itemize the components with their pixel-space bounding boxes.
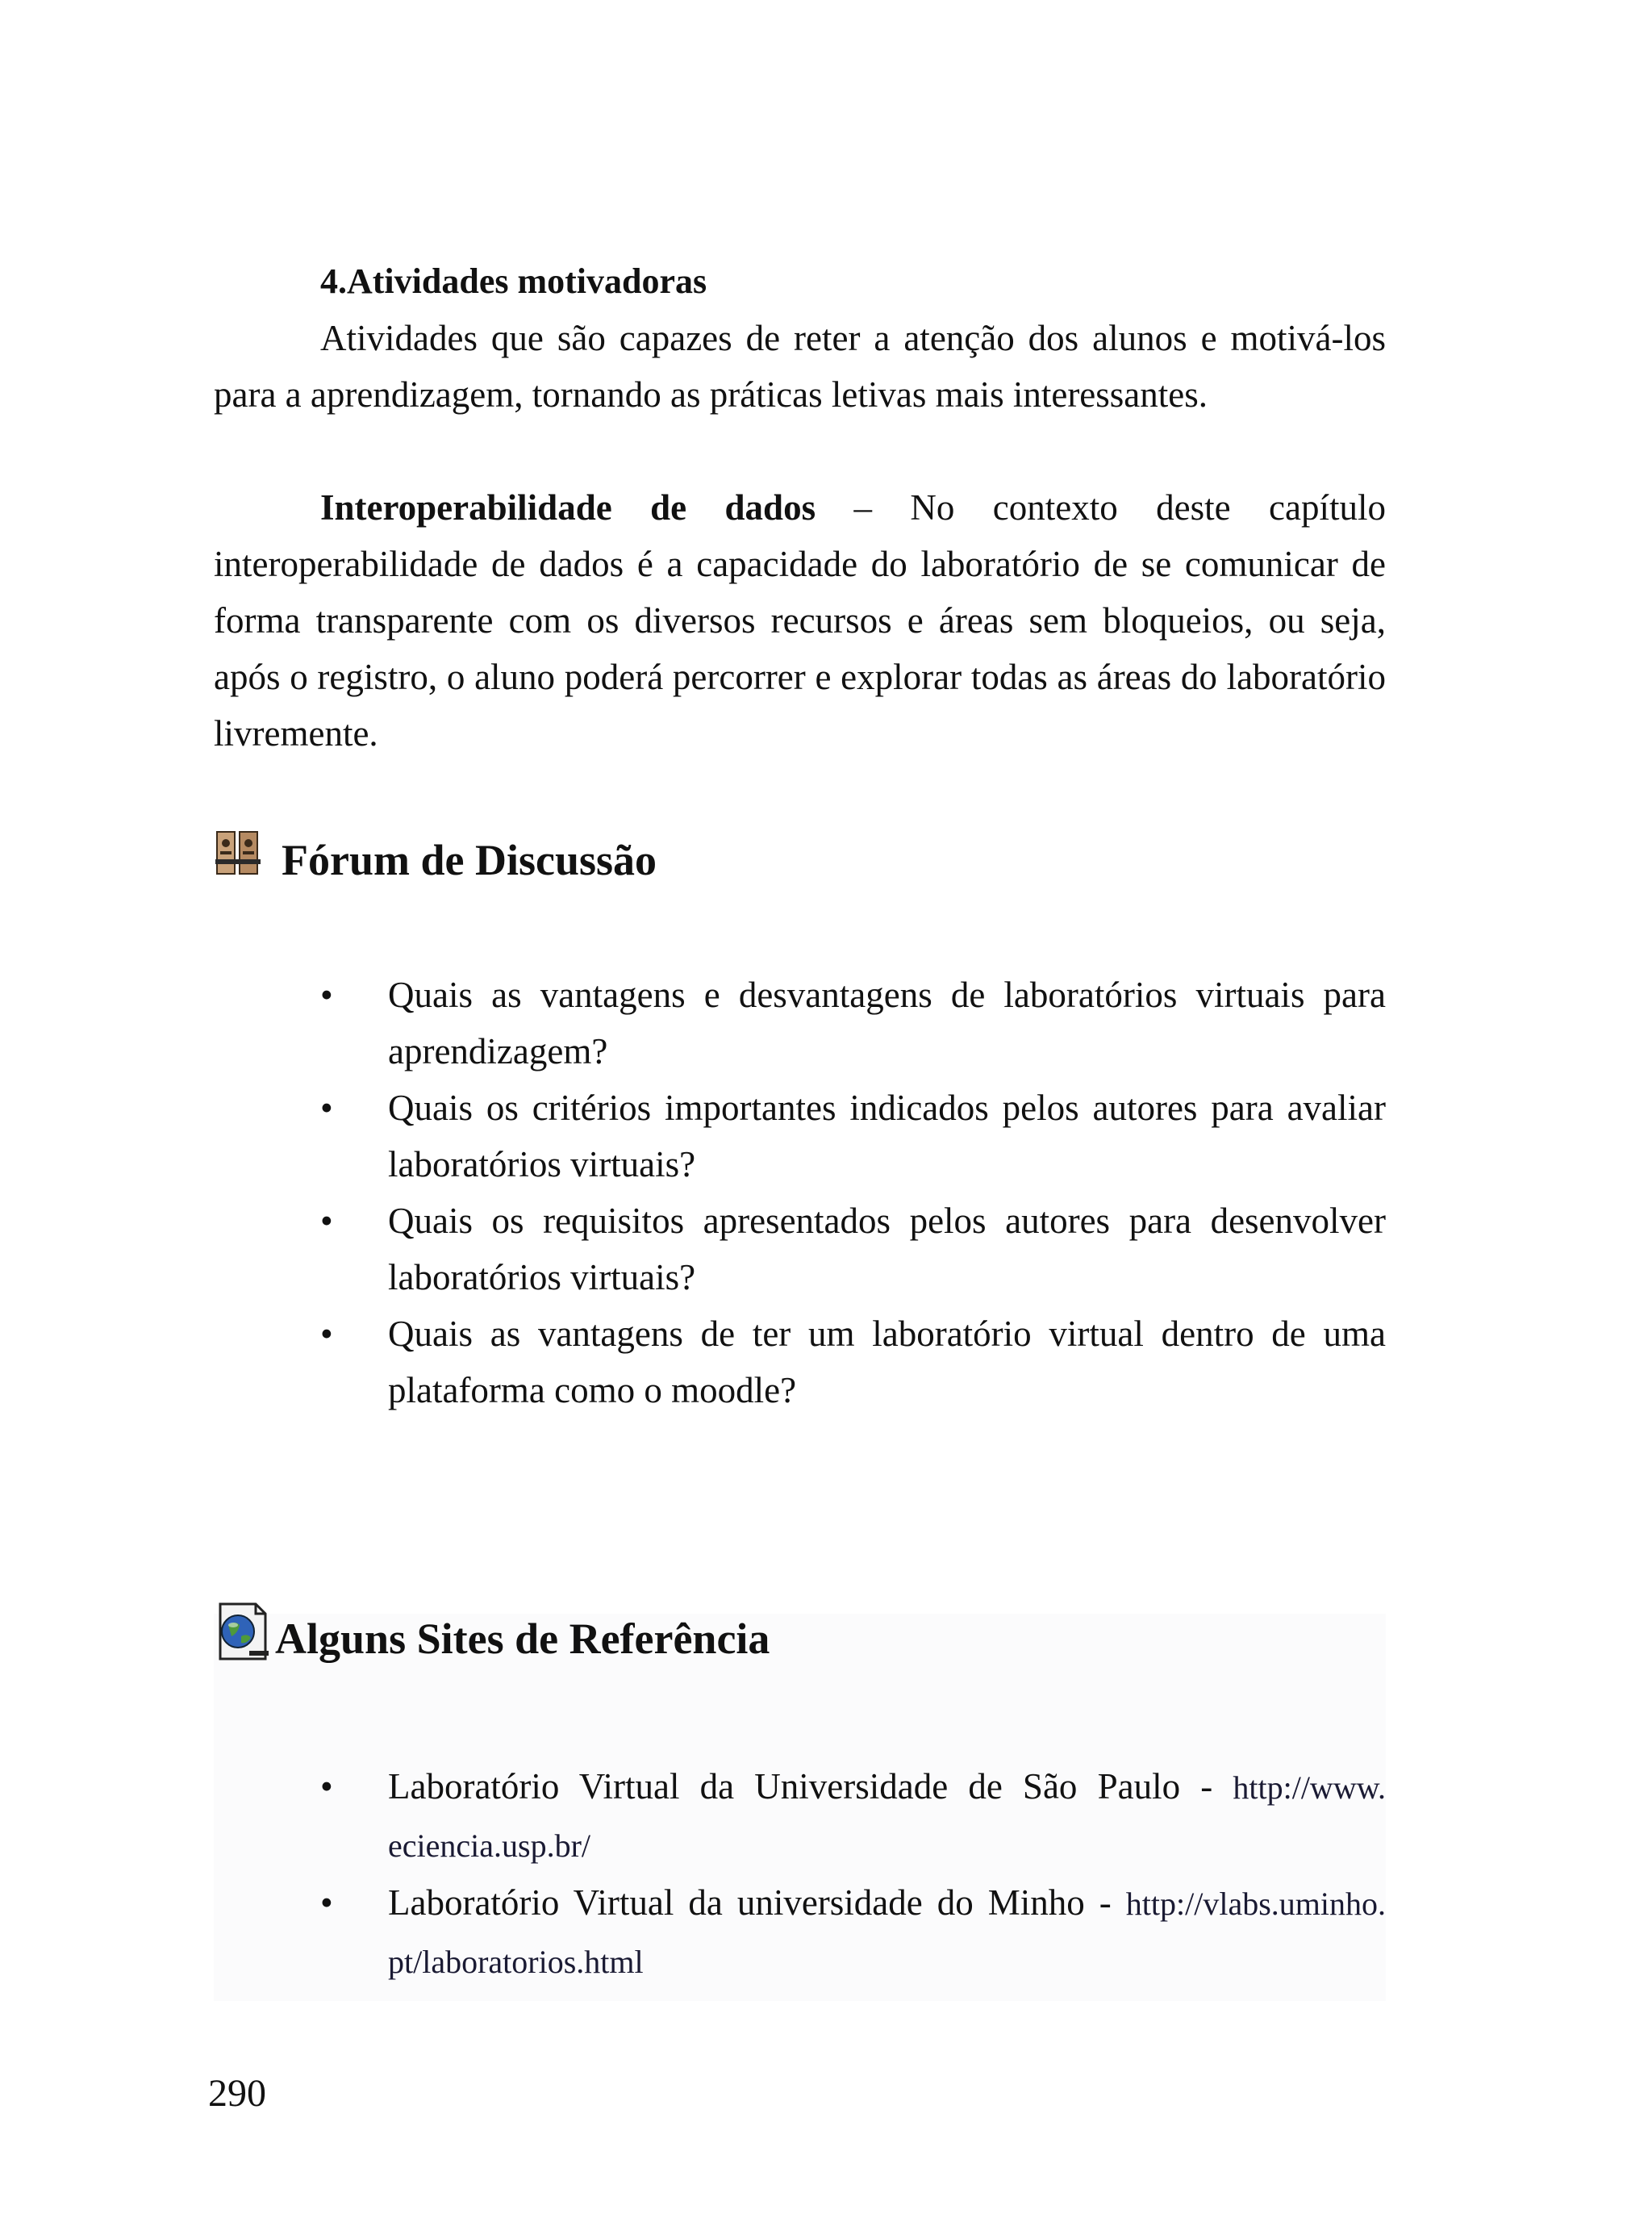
bullet: • — [320, 1766, 333, 1807]
bullet: • — [320, 975, 333, 1015]
interoperability-definition — [214, 479, 1386, 762]
forum-question-list — [320, 967, 1386, 1418]
list-item — [320, 1193, 1386, 1305]
list-item — [320, 1080, 1386, 1193]
site-label: Laboratório Virtual da Universidade de São Paulo - — [388, 1766, 1233, 1807]
reference-sites-title: Alguns Sites de Referência — [275, 1615, 770, 1663]
site-label: Laboratório Virtual da universidade do Minho - — [388, 1882, 1126, 1923]
globe-document-icon — [214, 1601, 272, 1665]
bullet: • — [320, 1314, 333, 1354]
forum-title: Fórum de Discussão — [282, 836, 657, 884]
section-4-paragraph: Atividades que são capazes de reter a atenção dos alunos e motivá-los para a aprendizagem, tornando as práticas letivas mais interessantes. — [214, 318, 1386, 415]
bullet: • — [320, 1201, 333, 1241]
reference-sites-heading — [214, 1612, 770, 1665]
interoperability-term: Interoperabilidade de dados — [320, 487, 816, 528]
list-item — [320, 1305, 1386, 1418]
interoperability-paragraph — [214, 479, 1386, 762]
list-item-text: Quais as vantagens de ter um laboratório virtual dentro de uma plataforma como o moodle? — [388, 1314, 1386, 1410]
list-item — [320, 967, 1386, 1080]
site-link-usp[interactable]: http://www. eciencia.usp.br/ — [388, 1769, 1386, 1864]
forum-people-icon — [214, 827, 262, 877]
forum-heading — [214, 835, 657, 885]
page-number: 290 — [208, 2072, 266, 2115]
reference-sites-list — [320, 1758, 1386, 1990]
section-4-body — [214, 310, 1386, 423]
list-item-text: Quais os requisitos apresentados pelos autores para desenvolver laboratórios virtuais? — [388, 1201, 1386, 1297]
list-item — [320, 1874, 1386, 1990]
interoperability-text: – No contexto deste capítulo interoperabilidade de dados é a capacidade do laboratório de se comunicar de forma transparente com os diversos recursos e áreas sem bloqueios, ou seja, após o registro, o aluno poderá percorrer e explorar todas as áreas do laboratório livremente. — [214, 487, 1386, 754]
list-item-text: Quais os critérios importantes indicados pelos autores para avaliar laboratórios virtuais? — [388, 1088, 1386, 1184]
list-item-text: Quais as vantagens e desvantagens de laboratórios virtuais para aprendizagem? — [388, 975, 1386, 1071]
bullet: • — [320, 1882, 333, 1923]
list-item — [320, 1758, 1386, 1874]
site-link-uminho[interactable]: http://vlabs.uminho. pt/laboratorios.html — [388, 1886, 1386, 1980]
section-4-title: 4.Atividades motivadoras — [320, 261, 707, 301]
bullet: • — [320, 1088, 333, 1128]
